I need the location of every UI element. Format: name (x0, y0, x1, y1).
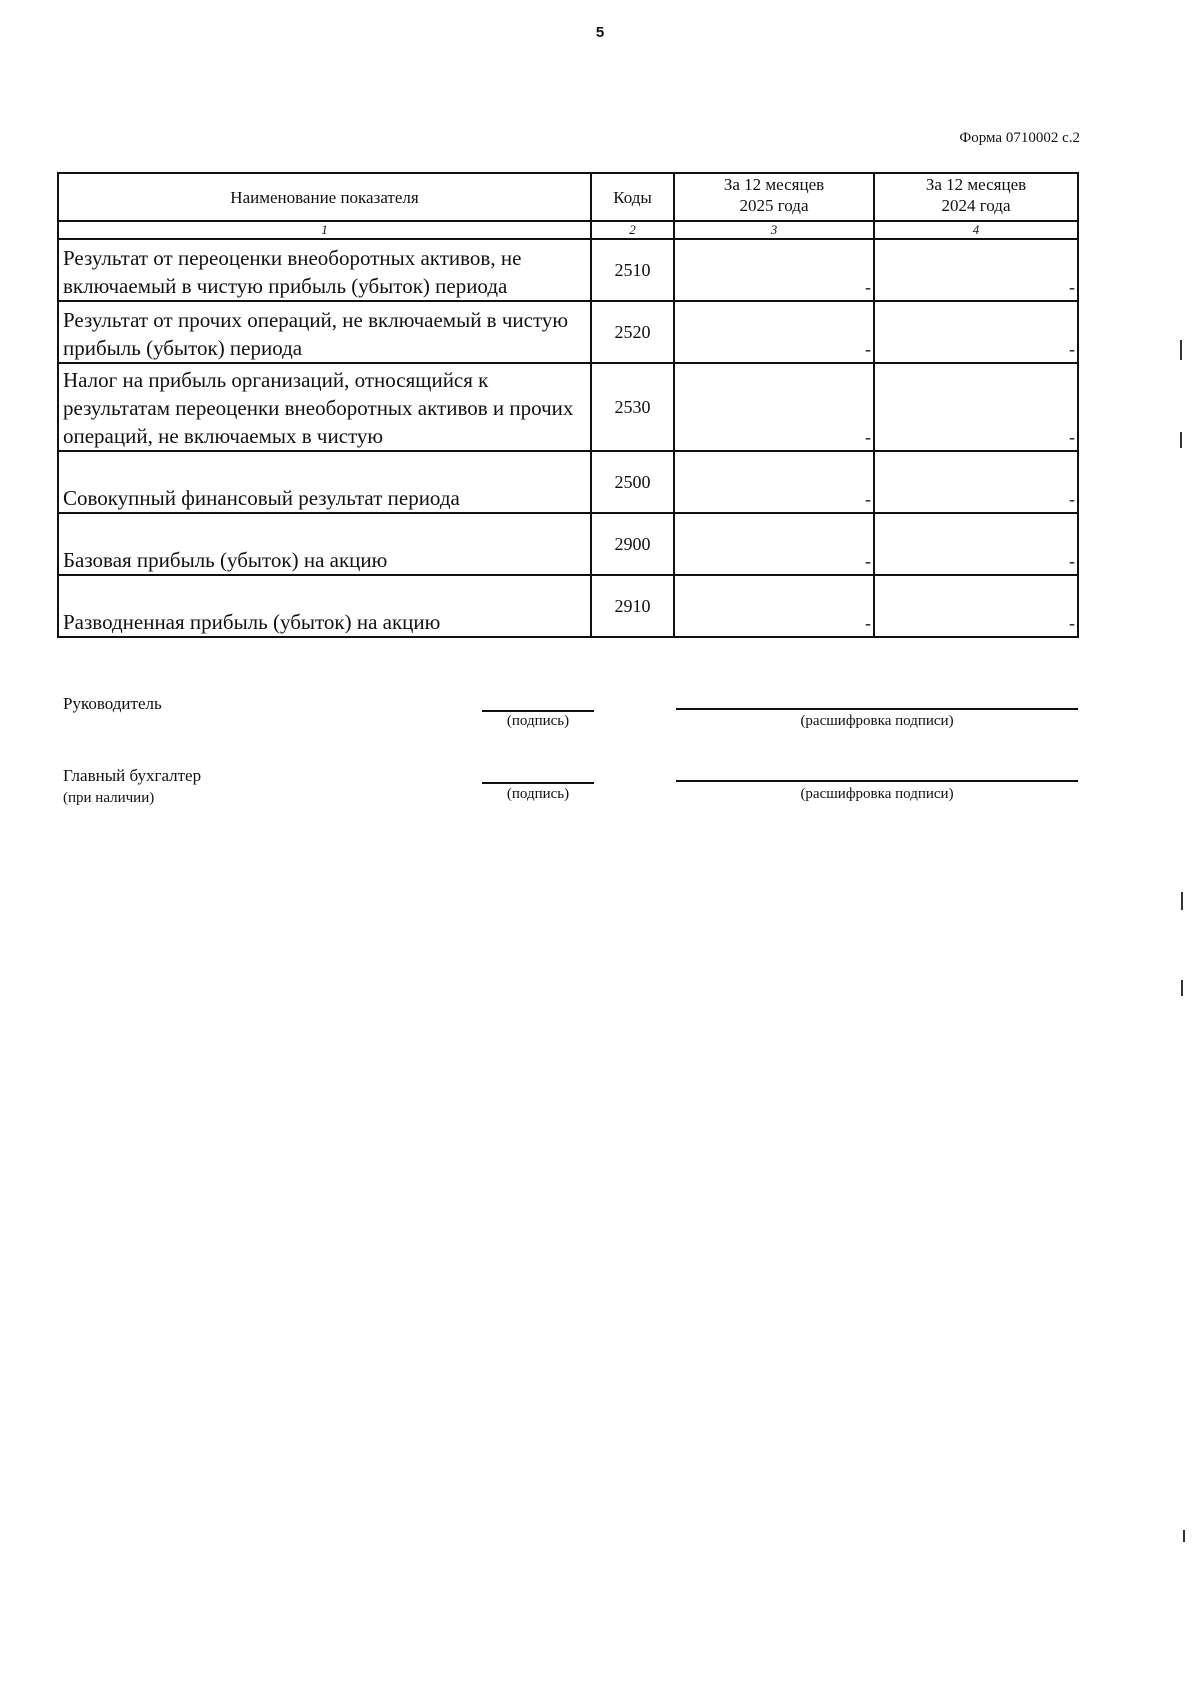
row-value-previous: - (874, 575, 1078, 637)
row-value-previous: - (874, 513, 1078, 575)
column-number-4: 4 (874, 221, 1078, 239)
row-name: Разводненная прибыль (убыток) на акцию (58, 575, 591, 637)
accountant-decode-line (676, 780, 1078, 782)
scan-artifact-mark (1181, 892, 1183, 910)
row-value-current: - (674, 513, 874, 575)
head-decode-caption: (расшифровка подписи) (800, 713, 954, 729)
accountant-sublabel: (при наличии) (63, 790, 155, 806)
column-number-row (58, 221, 1078, 239)
table-row (58, 575, 1078, 637)
table-row (58, 301, 1078, 363)
row-value-current: - (674, 451, 874, 513)
header-name: Наименование показателя (58, 173, 591, 221)
row-name: Базовая прибыль (убыток) на акцию (58, 513, 591, 575)
header-period-previous-line2: 2024 года (941, 196, 1011, 215)
table-row (58, 239, 1078, 301)
scan-artifact-mark (1180, 340, 1182, 360)
scan-artifact-mark (1181, 980, 1183, 996)
header-period-current (674, 173, 874, 221)
row-value-current: - (674, 575, 874, 637)
column-number-2: 2 (591, 221, 674, 239)
financial-results-table (57, 172, 1079, 638)
head-signature-caption: (подпись) (506, 713, 570, 729)
row-value-previous: - (874, 363, 1078, 451)
header-period-previous-line1: За 12 месяцев (925, 175, 1027, 194)
row-name: Результат от переоценки внеоборотных активов, не включаемый в чистую прибыль (убыток) периода (58, 239, 591, 301)
row-code: 2910 (591, 575, 674, 637)
header-period-current-line1: За 12 месяцев (723, 175, 825, 194)
row-name: Совокупный финансовый результат периода (58, 451, 591, 513)
row-value-previous: - (874, 301, 1078, 363)
head-label: Руководитель (63, 694, 162, 713)
table-header-row (58, 173, 1078, 221)
row-code: 2510 (591, 239, 674, 301)
row-code: 2500 (591, 451, 674, 513)
row-code: 2900 (591, 513, 674, 575)
accountant-signature-caption: (подпись) (506, 786, 570, 802)
scan-artifact-mark (1183, 1530, 1185, 1542)
row-value-current: - (674, 363, 874, 451)
table-row (58, 513, 1078, 575)
accountant-signature-line (482, 782, 594, 784)
scan-artifact-mark (1180, 432, 1182, 448)
column-number-1: 1 (58, 221, 591, 239)
form-code: Форма 0710002 с.2 (959, 130, 1080, 146)
accountant-label: Главный бухгалтер (63, 766, 202, 785)
row-value-current: - (674, 301, 874, 363)
table-row (58, 451, 1078, 513)
column-number-3: 3 (674, 221, 874, 239)
header-period-previous (874, 173, 1078, 221)
table-row (58, 363, 1078, 451)
row-name: Результат от прочих операций, не включаемый в чистую прибыль (убыток) периода (58, 301, 591, 363)
accountant-decode-caption: (расшифровка подписи) (800, 786, 954, 802)
head-decode-line (676, 708, 1078, 710)
row-name: Налог на прибыль организаций, относящийся к результатам переоценки внеоборотных активов и прочих операций, не включаемых в чистую (58, 363, 591, 451)
page-number: 5 (595, 24, 605, 41)
row-code: 2530 (591, 363, 674, 451)
row-value-previous: - (874, 451, 1078, 513)
head-signature-line (482, 710, 594, 712)
header-period-current-line2: 2025 года (739, 196, 809, 215)
row-value-previous: - (874, 239, 1078, 301)
row-code: 2520 (591, 301, 674, 363)
header-code: Коды (591, 173, 674, 221)
row-value-current: - (674, 239, 874, 301)
